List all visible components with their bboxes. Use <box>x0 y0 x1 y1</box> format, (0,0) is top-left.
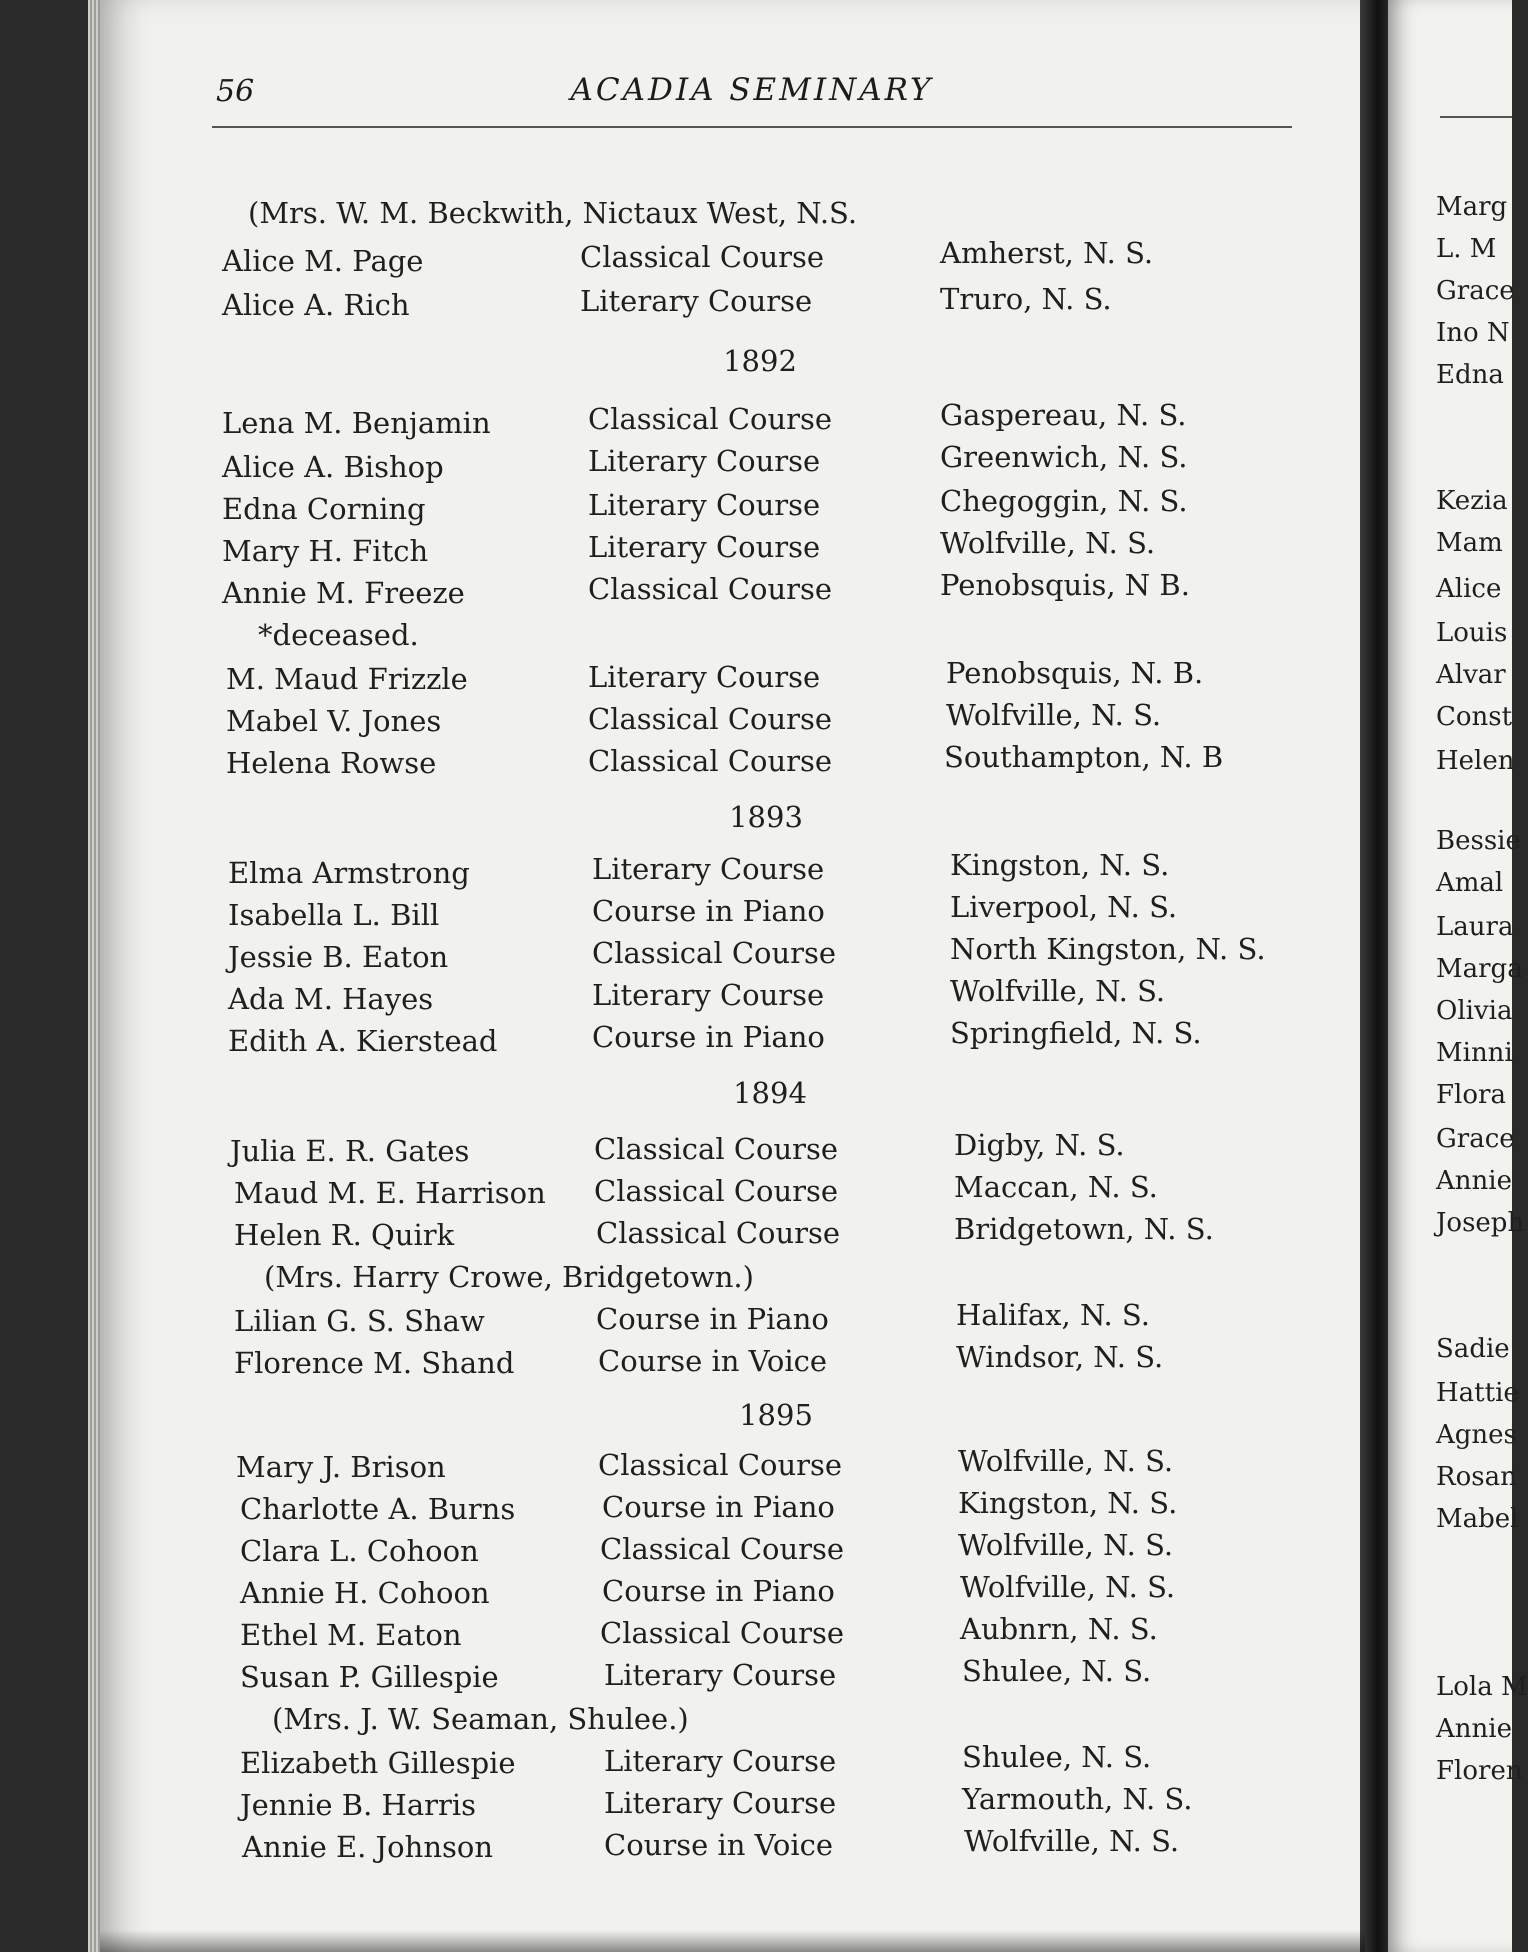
student-course: Classical Course <box>592 936 837 970</box>
student-name: Mary J. Brison <box>236 1450 446 1484</box>
fragment-line: Olivia <box>1436 996 1513 1026</box>
fragment-line: Edna <box>1436 360 1504 390</box>
page-header <box>212 70 1292 128</box>
student-course: Classical Course <box>588 402 833 436</box>
student-town: Wolfville, N. S. <box>958 1444 1174 1478</box>
fragment-line: Floren <box>1436 1756 1523 1786</box>
fragment-line: Ino N <box>1436 318 1510 348</box>
entry-note: (Mrs. Harry Crowe, Bridgetown.) <box>264 1260 754 1294</box>
student-course: Literary Course <box>588 530 821 564</box>
fragment-line: Flora <box>1436 1080 1506 1110</box>
entry-note: (Mrs. J. W. Seaman, Shulee.) <box>272 1702 689 1736</box>
student-name: Lilian G. S. Shaw <box>234 1304 485 1338</box>
student-town: Aubnrn, N. S. <box>960 1612 1158 1646</box>
student-name: Charlotte A. Burns <box>240 1492 516 1526</box>
student-course: Literary Course <box>604 1658 837 1692</box>
fragment-line: Bessie <box>1436 826 1521 856</box>
student-town: Kingston, N. S. <box>950 848 1170 882</box>
student-town: Digby, N. S. <box>954 1128 1125 1162</box>
fragment-line: Joseph <box>1436 1208 1525 1238</box>
student-course: Course in Piano <box>602 1490 835 1524</box>
student-name: Florence M. Shand <box>234 1346 515 1380</box>
student-name: Alice M. Page <box>222 244 424 278</box>
student-town: Wolfville, N. S. <box>960 1570 1176 1604</box>
student-course: Classical Course <box>580 240 825 274</box>
fragment-line: Louis <box>1436 618 1508 648</box>
student-town: Southampton, N. B <box>944 740 1224 774</box>
fragment-line: Marga <box>1436 954 1523 984</box>
entry-note: (Mrs. W. M. Beckwith, Nictaux West, N.S. <box>248 196 858 230</box>
student-town: Windsor, N. S. <box>956 1340 1164 1374</box>
right-page-header-rule <box>1440 116 1512 118</box>
student-town: Greenwich, N. S. <box>940 440 1188 474</box>
fragment-line: Laura <box>1436 912 1514 942</box>
student-name: Helen R. Quirk <box>234 1218 455 1252</box>
running-title: ACADIA SEMINARY <box>570 72 934 108</box>
student-name: Julia E. R. Gates <box>230 1134 470 1168</box>
student-town: Chegoggin, N. S. <box>940 484 1188 518</box>
student-name: Annie E. Johnson <box>242 1830 494 1864</box>
student-name: Alice A. Bishop <box>222 450 444 484</box>
student-town: Springfield, N. S. <box>950 1016 1202 1050</box>
fragment-line: Amal <box>1436 868 1504 898</box>
student-course: Classical Course <box>600 1532 845 1566</box>
student-name: Edith A. Kierstead <box>228 1024 498 1058</box>
student-name: Clara L. Cohoon <box>240 1534 479 1568</box>
student-name: Lena M. Benjamin <box>222 406 491 440</box>
student-town: Wolfville, N. S. <box>946 698 1162 732</box>
student-name: Annie M. Freeze <box>222 576 465 610</box>
year-heading: 1893 <box>729 800 803 834</box>
student-name: Edna Corning <box>222 492 426 526</box>
fragment-line: Alvar <box>1436 660 1506 690</box>
student-town: Wolfville, N. S. <box>964 1824 1180 1858</box>
student-town: Wolfville, N. S. <box>958 1528 1174 1562</box>
fragment-line: Rosan <box>1436 1462 1517 1492</box>
student-town: Halifax, N. S. <box>956 1298 1150 1332</box>
student-town: Bridgetown, N. S. <box>954 1212 1214 1246</box>
student-town: Wolfville, N. S. <box>950 974 1166 1008</box>
student-course: Literary Course <box>592 978 825 1012</box>
fragment-line: Marg <box>1436 192 1508 222</box>
student-town: Yarmouth, N. S. <box>962 1782 1193 1816</box>
student-course: Classical Course <box>600 1616 845 1650</box>
student-course: Literary Course <box>588 660 821 694</box>
student-course: Course in Piano <box>596 1302 829 1336</box>
fragment-line: Agnes <box>1436 1420 1517 1450</box>
student-course: Literary Course <box>588 488 821 522</box>
fragment-line: L. M <box>1436 234 1497 264</box>
fragment-line: Minni <box>1436 1038 1513 1068</box>
fragment-line: Helen <box>1436 746 1515 776</box>
student-name: Jessie B. Eaton <box>228 940 449 974</box>
student-name: Ada M. Hayes <box>228 982 434 1016</box>
student-town: Amherst, N. S. <box>940 236 1154 270</box>
student-name: Ethel M. Eaton <box>240 1618 462 1652</box>
fragment-line: Grace <box>1436 276 1515 306</box>
fragment-line: Const <box>1436 702 1513 732</box>
entry-note: *deceased. <box>258 618 419 652</box>
student-name: Elizabeth Gillespie <box>240 1746 516 1780</box>
student-town: Wolfville, N. S. <box>940 526 1156 560</box>
student-course: Course in Piano <box>602 1574 835 1608</box>
student-town: Penobsquis, N B. <box>940 568 1190 602</box>
fragment-line: Lola M <box>1436 1672 1528 1702</box>
page-bottom-shadow <box>100 1930 1365 1952</box>
student-town: Kingston, N. S. <box>958 1486 1178 1520</box>
year-heading: 1892 <box>723 344 797 378</box>
student-course: Course in Voice <box>598 1344 828 1378</box>
student-course: Classical Course <box>588 572 833 606</box>
fragment-line: Sadie <box>1436 1334 1510 1364</box>
fragment-line: Annie <box>1436 1166 1512 1196</box>
student-name: M. Maud Frizzle <box>226 662 468 696</box>
student-town: Liverpool, N. S. <box>950 890 1178 924</box>
student-course: Literary Course <box>592 852 825 886</box>
student-name: Helena Rowse <box>226 746 437 780</box>
student-course: Course in Piano <box>592 894 825 928</box>
student-name: Susan P. Gillespie <box>240 1660 499 1694</box>
student-name: Mabel V. Jones <box>226 704 442 738</box>
student-town: Gaspereau, N. S. <box>940 398 1187 432</box>
year-heading: 1894 <box>733 1076 807 1110</box>
student-course: Classical Course <box>596 1216 841 1250</box>
student-name: Annie H. Cohoon <box>240 1576 490 1610</box>
student-course: Classical Course <box>598 1448 843 1482</box>
student-town: Truro, N. S. <box>940 282 1112 316</box>
student-course: Classical Course <box>594 1174 839 1208</box>
fragment-line: Grace <box>1436 1124 1515 1154</box>
student-name: Alice A. Rich <box>222 288 410 322</box>
student-name: Isabella L. Bill <box>228 898 440 932</box>
student-course: Literary Course <box>580 284 813 318</box>
student-course: Literary Course <box>588 444 821 478</box>
student-course: Literary Course <box>604 1744 837 1778</box>
student-town: North Kingston, N. S. <box>950 932 1266 966</box>
page-number: 56 <box>216 74 255 109</box>
student-town: Penobsquis, N. B. <box>946 656 1204 690</box>
student-town: Maccan, N. S. <box>954 1170 1158 1204</box>
student-course: Classical Course <box>588 744 833 778</box>
student-town: Shulee, N. S. <box>962 1654 1152 1688</box>
student-course: Classical Course <box>594 1132 839 1166</box>
fragment-line: Alice <box>1436 574 1502 604</box>
student-course: Course in Voice <box>604 1828 834 1862</box>
student-name: Elma Armstrong <box>228 856 470 890</box>
fragment-line: Mabel <box>1436 1504 1519 1534</box>
student-name: Maud M. E. Harrison <box>234 1176 546 1210</box>
student-name: Mary H. Fitch <box>222 534 429 568</box>
student-town: Shulee, N. S. <box>962 1740 1152 1774</box>
student-course: Course in Piano <box>592 1020 825 1054</box>
fragment-line: Kezia <box>1436 486 1508 516</box>
student-course: Classical Course <box>588 702 833 736</box>
student-name: Jennie B. Harris <box>240 1788 477 1822</box>
fragment-line: Annie <box>1436 1714 1512 1744</box>
book-gutter <box>1360 0 1390 1952</box>
fragment-line: Hattie <box>1436 1378 1519 1408</box>
year-heading: 1895 <box>739 1398 813 1432</box>
student-course: Literary Course <box>604 1786 837 1820</box>
fragment-line: Mam <box>1436 528 1503 558</box>
